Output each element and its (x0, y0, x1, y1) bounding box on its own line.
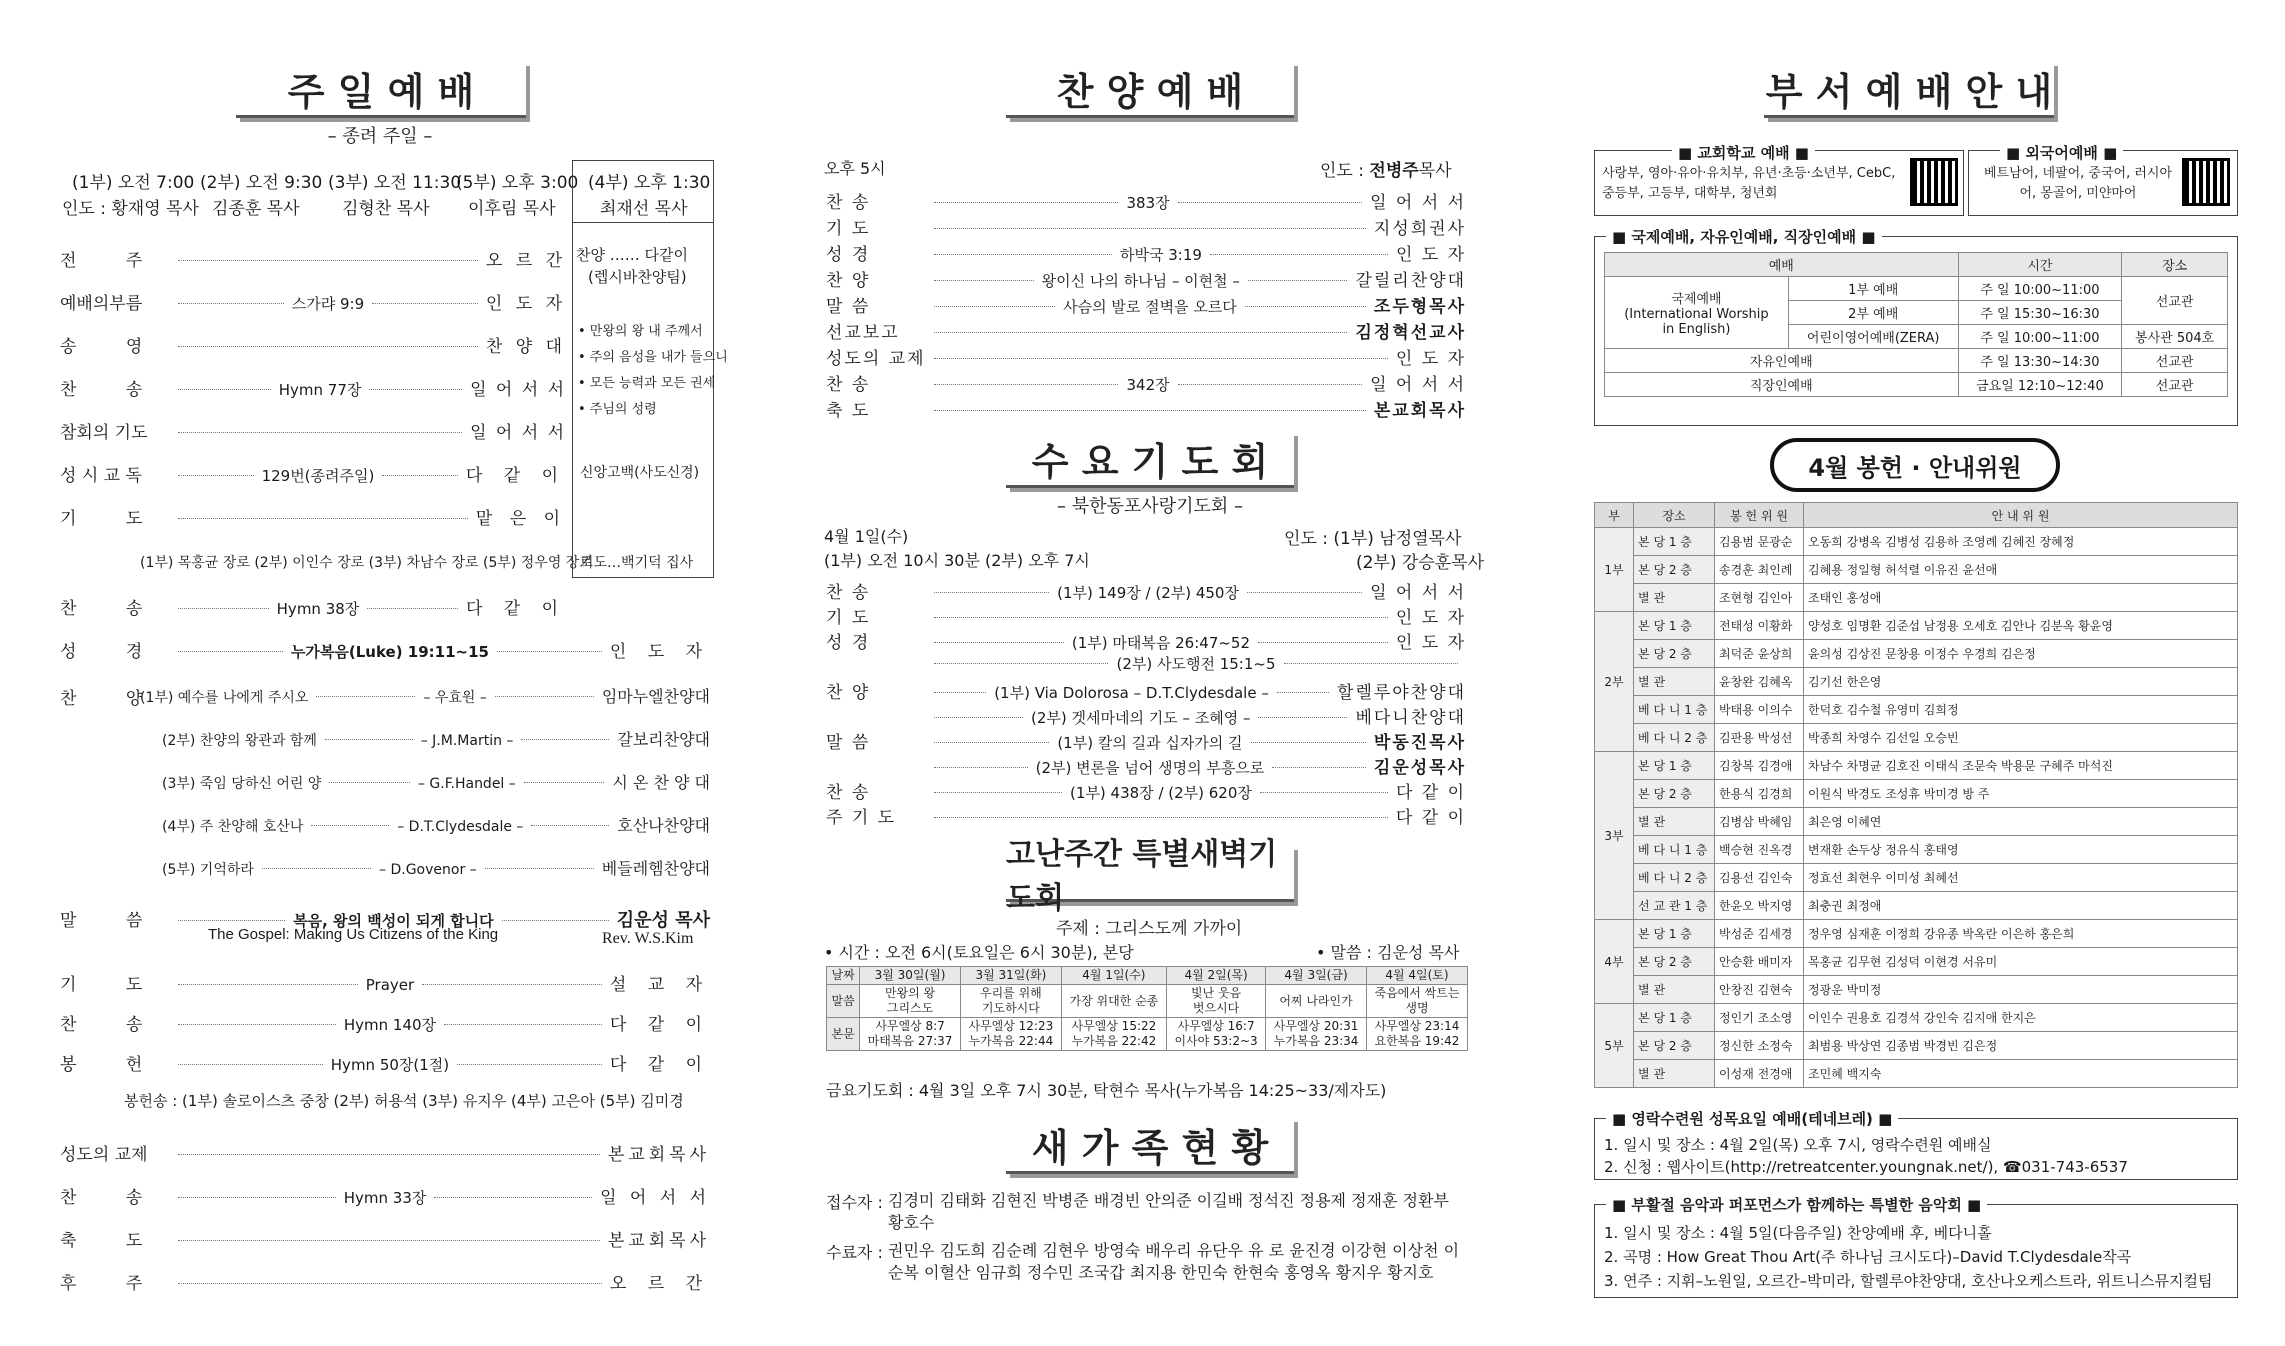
usher-cell: 윤창완 김혜옥 (1715, 668, 1804, 696)
retreat-line-1: 1. 일시 및 장소 : 4월 2일(목) 오후 7시, 영락수련원 예배실 (1604, 1136, 1992, 1154)
usher-cell: 별 관 (1634, 584, 1715, 612)
order-row: 말 씀 사슴의 발로 절벽을 오르다 조두형목사 (826, 297, 1467, 317)
order-row: 찬 송 342장 일 어 서 서 (826, 375, 1466, 395)
foreign-worship-title: ■ 외국어예배 ■ (2000, 142, 2123, 163)
usher-cell: 조현형 김인아 (1715, 584, 1804, 612)
usher-cell: 김판용 박성선 (1715, 724, 1804, 752)
usher-cell: 백승현 진옥경 (1715, 836, 1804, 864)
dawn-cell: 날짜 (827, 967, 860, 985)
friday-prayer: 금요기도회 : 4월 3일 오후 7시 30분, 탁현수 목사(누가복음 14:25~33/제자도) (826, 1081, 1387, 1100)
service-time-1: (1부) 오전 7:00 (72, 173, 195, 193)
s4-prayer: 기도…백기덕 집사 (580, 555, 694, 571)
dawn-schedule-table (826, 966, 1468, 1051)
dawn-cell: 사무엘상 20:31 누가복음 23:34 (1266, 1018, 1367, 1051)
dawn-cell: 가장 위대한 순종 (1061, 985, 1166, 1018)
order-row: 찬 송 (1부) 149장 / (2부) 450장 일 어 서 서 (826, 583, 1466, 603)
order-row: 선교보고 김정혁선교사 (826, 323, 1466, 343)
usher-cell: 정신한 소정숙 (1715, 1032, 1804, 1060)
anthem-label: 찬 양 (60, 689, 165, 709)
intl-header: 예배 (1605, 253, 1959, 277)
usher-title: 4월 봉헌 · 안내위원 (1770, 438, 2060, 492)
intl-worship-table (1604, 252, 2228, 397)
order-row: 찬 송 Hymn 77장 일 어 서 서 (60, 380, 566, 400)
usher-cell: 본 당 1 층 (1634, 528, 1715, 556)
usher-cell: 본 당 2 층 (1634, 640, 1715, 668)
order-row: 찬 송 Hymn 33장 일 어 서 서 (60, 1188, 710, 1208)
praise-leader: 인도 : 전병주목사 (1320, 161, 1452, 181)
order-row: 성 시 교 독 129번(종려주일) 다 같 이 (60, 466, 566, 486)
anthem-row: (5부) 기억하라 – D.Govenor – 베들레헴찬양대 (162, 859, 710, 878)
order-row: 찬 송 Hymn 140장 다 같 이 (60, 1015, 710, 1035)
usher-part: 3부 (1595, 752, 1634, 920)
dawn-speaker: • 말씀 : 김운성 목사 (1316, 943, 1460, 962)
order-row: 성도의 교제 인 도 자 (826, 349, 1466, 369)
intl-cell: 자유인예배 (1605, 349, 1959, 373)
usher-cell: 별 관 (1634, 1060, 1715, 1088)
usher-cell: 목홍균 김무현 김성덕 이현경 서유미 (1804, 948, 2238, 976)
anthem-row: (2부) 찬양의 왕관과 함께 – J.M.Martin – 갈보리찬양대 (162, 730, 710, 749)
usher-cell: 박성준 김세경 (1715, 920, 1804, 948)
order-row: 찬 송 383장 일 어 서 서 (826, 193, 1466, 213)
order-row: (2부) 겟세마네의 기도 – 조혜영 – 베다니찬양대 (826, 703, 1466, 728)
usher-cell: 안승환 배미자 (1715, 948, 1804, 976)
qr-code (1910, 158, 1958, 206)
usher-cell: 송경훈 최인례 (1715, 556, 1804, 584)
service-leader-2: 김종훈 목사 (212, 199, 300, 219)
usher-cell: 베 다 니 2 층 (1634, 724, 1715, 752)
usher-cell: 정광운 박미정 (1804, 976, 2238, 1004)
usher-cell: 정인기 조소영 (1715, 1004, 1804, 1032)
dawn-theme: 주제 : 그리스도께 가까이 (1056, 919, 1243, 939)
dawn-cell: 어찌 나라인가 (1266, 985, 1367, 1018)
usher-header: 봉 헌 위 원 (1715, 503, 1804, 528)
wednesday-leader-1: 인도 : (1부) 남정열목사 (1284, 529, 1462, 549)
qr-code (2182, 158, 2230, 206)
s4-praise-team: (렙시바찬양팀) (588, 268, 687, 286)
usher-cell: 조태인 홍성애 (1804, 584, 2238, 612)
order-row: 기 도 Prayer 설 교 자 (60, 975, 710, 995)
order-row: 찬 송 Hymn 38장 다 같 이 (60, 599, 567, 619)
usher-cell: 본 당 1 층 (1634, 752, 1715, 780)
intl-header: 시간 (1958, 253, 2122, 277)
wednesday-prayer-title: 수 요 기 도 회 (1006, 432, 1294, 488)
s4-creed: 신앙고백(사도신경) (580, 465, 700, 481)
sunday-subtitle: – 종려 주일 – (327, 126, 433, 147)
dawn-cell: 사무엘상 15:22 누가복음 22:42 (1061, 1018, 1166, 1051)
order-row: 축 도 본교회목사 (60, 1231, 710, 1251)
dawn-cell: 사무엘상 16:7 이사야 53:2~3 (1167, 1018, 1266, 1051)
order-row: 성 경 누가복음(Luke) 19:11~15 인 도 자 (60, 642, 710, 662)
intl-cell: 주 일 10:00~11:00 (1958, 277, 2122, 301)
usher-cell: 한윤오 박지영 (1715, 892, 1804, 920)
usher-cell: 이인수 권용호 김경석 강인숙 김지애 한지은 (1804, 1004, 2238, 1032)
order-row: (2부) 변론을 넘어 생명의 부흥으로 김운성목사 (826, 753, 1466, 778)
dawn-cell: 사무엘상 12:23 누가복음 22:44 (960, 1018, 1061, 1051)
usher-cell: 김기선 한은영 (1804, 668, 2238, 696)
offering-songs: 봉헌송 : (1부) 솔로이스츠 중창 (2부) 허용석 (3부) 유지우 (4부) 고은아 (5부) 김미경 (124, 1092, 684, 1110)
dawn-cell: 4월 3일(금) (1266, 967, 1367, 985)
intl-cell: 금요일 12:10~12:40 (1958, 373, 2122, 397)
dawn-cell: 말씀 (827, 985, 860, 1018)
usher-header: 장소 (1634, 503, 1715, 528)
order-row: 봉 헌 Hymn 50장(1절) 다 같 이 (60, 1055, 710, 1075)
dawn-cell: 4월 4일(토) (1366, 967, 1467, 985)
intl-cell: 2부 예배 (1788, 301, 1958, 325)
usher-cell: 별 관 (1634, 808, 1715, 836)
intl-header: 장소 (2122, 253, 2228, 277)
wednesday-subtitle: – 북한동포사랑기도회 – (1057, 496, 1243, 517)
usher-cell: 본 당 1 층 (1634, 1004, 1715, 1032)
enroll-label: 접수자 : (826, 1193, 883, 1212)
intl-cell: 주 일 15:30~16:30 (1958, 301, 2122, 325)
graduate-label: 수료자 : (826, 1243, 883, 1262)
usher-header: 부 (1595, 503, 1634, 528)
service-leader-4: 최재선 목사 (600, 199, 688, 219)
usher-cell: 차남수 차명균 김호진 이태식 조문숙 박용문 구혜주 마석진 (1804, 752, 2238, 780)
usher-part: 5부 (1595, 1004, 1634, 1088)
service-time-4: (4부) 오후 1:30 (588, 173, 711, 193)
concert-line-2: 2. 곡명 : How Great Thou Art(주 하나님 크시도다)–David T.Clydesdale작곡 (1604, 1248, 2132, 1266)
dawn-time: • 시간 : 오전 6시(토요일은 6시 30분), 본당 (824, 943, 1134, 962)
usher-cell: 최충권 최정애 (1804, 892, 2238, 920)
anthem-row: (4부) 주 찬양해 호산나 – D.T.Clydesdale – 호산나찬양대 (162, 816, 710, 835)
dawn-cell: 사무엘상 23:14 요한복음 19:42 (1366, 1018, 1467, 1051)
concert-title: ■ 부활절 음악과 퍼포먼스가 함께하는 특별한 음악회 ■ (1606, 1194, 1987, 1215)
foreign-worship-text: 베트남어, 네팔어, 중국어, 러시아어, 몽골어, 미얀마어 (1983, 166, 2173, 201)
usher-cell: 윤의성 김상진 문창용 이정수 우경희 김은정 (1804, 640, 2238, 668)
usher-cell: 김창복 김경애 (1715, 752, 1804, 780)
department-worship-title: 부 서 예 배 안 내 (1764, 62, 2054, 118)
s4-song-4: • 주님의 성령 (578, 402, 657, 417)
order-row: 기 도 맡 은 이 (60, 509, 566, 529)
usher-cell: 안창진 김현숙 (1715, 976, 1804, 1004)
anthem-row: (3부) 죽임 당하신 어린 양 – G.F.Handel – 시 온 찬 양 대 (162, 773, 710, 792)
usher-part: 1부 (1595, 528, 1634, 612)
intl-cell: 1부 예배 (1788, 277, 1958, 301)
praise-time: 오후 5시 (824, 159, 886, 178)
dawn-cell: 본문 (827, 1018, 860, 1051)
concert-line-1: 1. 일시 및 장소 : 4월 5일(다음주일) 찬양예배 후, 베다니홀 (1604, 1224, 1992, 1242)
usher-cell: 양성호 임명환 김준섭 남정용 오세호 김안나 김분옥 황윤영 (1804, 612, 2238, 640)
usher-cell: 최은영 이혜연 (1804, 808, 2238, 836)
intl-cell: 선교관 (2122, 349, 2228, 373)
order-row: 말 씀 (1부) 칼의 길과 십자가의 길 박동진목사 (826, 733, 1467, 753)
usher-part: 4부 (1595, 920, 1634, 1004)
usher-cell: 이원식 박경도 조성휴 박미경 방 주 (1804, 780, 2238, 808)
usher-cell: 본 당 2 층 (1634, 1032, 1715, 1060)
usher-cell: 정효선 최현우 이미성 최혜선 (1804, 864, 2238, 892)
s4-praise: 찬양 …… 다같이 (576, 246, 688, 264)
order-row: 성 경 (1부) 마태복음 26:47~52 인 도 자 (826, 633, 1467, 653)
praise-worship-title: 찬 양 예 배 (1006, 62, 1294, 118)
order-row: (2부) 사도행전 15:1~5 (826, 653, 1466, 674)
usher-cell: 한덕호 김수철 유영미 김희정 (1804, 696, 2238, 724)
intl-name: 국제예배 (International Worship in English) (1605, 277, 1789, 349)
graduate-list: 권민우 김도희 김순례 김현우 방영숙 배우리 유단우 유 로 윤진경 이강현 이상천 이순복 이혈산 임규희 정수민 조국갑 최지용 한민숙 한현숙 홍영옥 황지우 황지호 (888, 1241, 1460, 1282)
order-row: 후 주 오 르 간 (60, 1274, 710, 1294)
church-school-title: ■ 교회학교 예배 ■ (1672, 142, 1815, 163)
order-row: 찬 양 왕이신 나의 하나님 – 이현철 – 갈릴리찬양대 (826, 271, 1466, 291)
usher-cell: 본 당 2 층 (1634, 556, 1715, 584)
usher-cell: 한용식 김경희 (1715, 780, 1804, 808)
usher-cell: 정우영 심재훈 이정희 강유종 박옥란 이은하 홍은희 (1804, 920, 2238, 948)
dawn-cell: 3월 31일(화) (960, 967, 1061, 985)
order-row: 참회의 기도 일 어 서 서 (60, 423, 566, 443)
usher-cell: 오동희 강병옥 김병성 김용하 조영례 김혜진 장혜정 (1804, 528, 2238, 556)
sermon-title-en: The Gospel: Making Us Citizens of the King (208, 926, 499, 943)
order-row: 성도의 교제 본교회목사 (60, 1145, 710, 1165)
order-row: 기 도 인 도 자 (826, 608, 1466, 628)
intl-cell: 선교관 (2122, 277, 2228, 325)
church-school-text: 사랑부, 영아·유아·유치부, 유년·초등·소년부, CebC, 중등부, 고등부, 대학부, 청년회 (1602, 166, 1896, 201)
sunday-worship-title: 주 일 예 배 (236, 62, 526, 118)
dawn-cell: 만왕의 왕 그리스도 (860, 985, 961, 1018)
usher-cell: 이성재 전경애 (1715, 1060, 1804, 1088)
usher-cell: 별 관 (1634, 668, 1715, 696)
service-leader-3: 김형찬 목사 (342, 199, 430, 219)
usher-cell: 선 교 관 1 층 (1634, 892, 1715, 920)
intl-cell: 직장인예배 (1605, 373, 1959, 397)
dawn-cell: 빛난 웃음 벗으시다 (1167, 985, 1266, 1018)
prayer-leaders: (1부) 목홍균 장로 (2부) 이인수 장로 (3부) 차남수 장로 (5부) 정우영 장로 (140, 555, 593, 571)
service-time-2: (2부) 오전 9:30 (200, 173, 323, 193)
dawn-cell: 3월 30일(월) (860, 967, 961, 985)
order-row: 찬 양 (1부) Via Dolorosa – D.T.Clydesdale – 할렐루야찬양대 (826, 683, 1466, 703)
intl-worship-title: ■ 국제예배, 자유인예배, 직장인예배 ■ (1606, 226, 1882, 247)
usher-cell: 김용범 문광순 (1715, 528, 1804, 556)
usher-cell: 변재환 손두상 정유식 홍태영 (1804, 836, 2238, 864)
order-row: 주 기 도 다 같 이 (826, 808, 1466, 828)
service-time-5: (5부) 오후 3:00 (456, 173, 579, 193)
wednesday-times: (1부) 오전 10시 30분 (2부) 오후 7시 (824, 551, 1090, 570)
wednesday-date: 4월 1일(수) (824, 527, 909, 546)
order-row: 예배의부름 스가랴 9:9 인 도 자 (60, 294, 566, 314)
dawn-prayer-title: 고난주간 특별새벽기도회 (1006, 846, 1294, 902)
intl-cell: 어린이영어예배(ZERA) (1788, 325, 1958, 349)
usher-cell: 본 당 1 층 (1634, 612, 1715, 640)
order-row: 축 도 본교회목사 (826, 401, 1466, 421)
order-row: 성 경 하박국 3:19 인 도 자 (826, 245, 1467, 265)
intl-cell: 주 일 10:00~11:00 (1958, 325, 2122, 349)
new-family-title: 새 가 족 현 황 (1006, 1118, 1294, 1174)
order-row: 기 도 지성희권사 (826, 219, 1466, 239)
order-row: 전 주 오 르 간 (60, 251, 566, 271)
usher-cell: 베 다 니 1 층 (1634, 696, 1715, 724)
service-time-3: (3부) 오전 11:30 (328, 173, 462, 193)
usher-cell: 전태성 이황화 (1715, 612, 1804, 640)
usher-cell: 조민혜 백지숙 (1804, 1060, 2238, 1088)
usher-cell: 본 당 2 층 (1634, 948, 1715, 976)
usher-cell: 본 당 2 층 (1634, 780, 1715, 808)
anthem-row: (1부) 예수를 나에게 주시오 – 우효원 – 임마누엘찬양대 (140, 687, 711, 706)
usher-cell: 박태용 이의수 (1715, 696, 1804, 724)
s4-song-3: • 모든 능력과 모든 권세 (578, 376, 716, 391)
service-leader-5: 이후림 목사 (468, 199, 556, 219)
usher-cell: 박종희 차영수 김선일 오승빈 (1804, 724, 2238, 752)
usher-cell: 별 관 (1634, 976, 1715, 1004)
dawn-cell: 죽음에서 싹트는 생명 (1366, 985, 1467, 1018)
enroll-list: 김경미 김태화 김현진 박병준 배경빈 안의준 이길배 정석진 정용제 정재훈 정환부 황호수 (888, 1191, 1449, 1232)
dawn-cell: 사무엘상 8:7 마태복음 27:37 (860, 1018, 961, 1051)
retreat-line-2: 2. 신청 : 웹사이트(http://retreatcenter.youngnak.net/), ☎031-743-6537 (1604, 1158, 2128, 1176)
dawn-cell: 4월 2일(목) (1167, 967, 1266, 985)
usher-cell: 베 다 니 1 층 (1634, 836, 1715, 864)
retreat-title: ■ 영락수련원 성목요일 예배(테네브레) ■ (1606, 1108, 1898, 1129)
order-row: 찬 송 (1부) 438장 / (2부) 620장 다 같 이 (826, 783, 1467, 803)
order-row: 송 영 찬 양 대 (60, 337, 566, 357)
usher-cell: 김용선 김인숙 (1715, 864, 1804, 892)
s4-song-1: • 만왕의 왕 내 주께서 (578, 324, 703, 339)
intl-cell: 봉사관 504호 (2122, 325, 2228, 349)
usher-part: 2부 (1595, 612, 1634, 752)
usher-cell: 베 다 니 2 층 (1634, 864, 1715, 892)
usher-cell: 김병삼 박혜임 (1715, 808, 1804, 836)
s4-song-2: • 주의 음성을 내가 들으니 (578, 350, 728, 365)
dawn-cell: 4월 1일(수) (1061, 967, 1166, 985)
usher-table (1594, 502, 2238, 1088)
usher-cell: 최덕준 윤상희 (1715, 640, 1804, 668)
concert-line-3: 3. 연주 : 지휘–노원일, 오르간–박미라, 할렐루야찬양대, 호산나오케스트라, 위트니스뮤지컬팀 (1604, 1272, 2213, 1290)
usher-header: 안 내 위 원 (1804, 503, 2238, 528)
intl-cell: 선교관 (2122, 373, 2228, 397)
usher-cell: 김혜용 정일형 허석렬 이유진 윤선애 (1804, 556, 2238, 584)
preacher-en: Rev. W.S.Kim (602, 930, 694, 947)
usher-cell: 본 당 1 층 (1634, 920, 1715, 948)
service-leader-1: 인도 : 황재영 목사 (62, 199, 199, 219)
intl-cell: 주 일 13:30~14:30 (1958, 349, 2122, 373)
sermon-row: 말 씀 복음, 왕의 백성이 되게 합니다 김운성 목사 (60, 910, 710, 931)
usher-cell: 최범용 박상연 김종범 박경빈 김은정 (1804, 1032, 2238, 1060)
wednesday-leader-2: (2부) 강승훈목사 (1356, 553, 1485, 573)
dawn-cell: 우리를 위해 기도하시다 (960, 985, 1061, 1018)
